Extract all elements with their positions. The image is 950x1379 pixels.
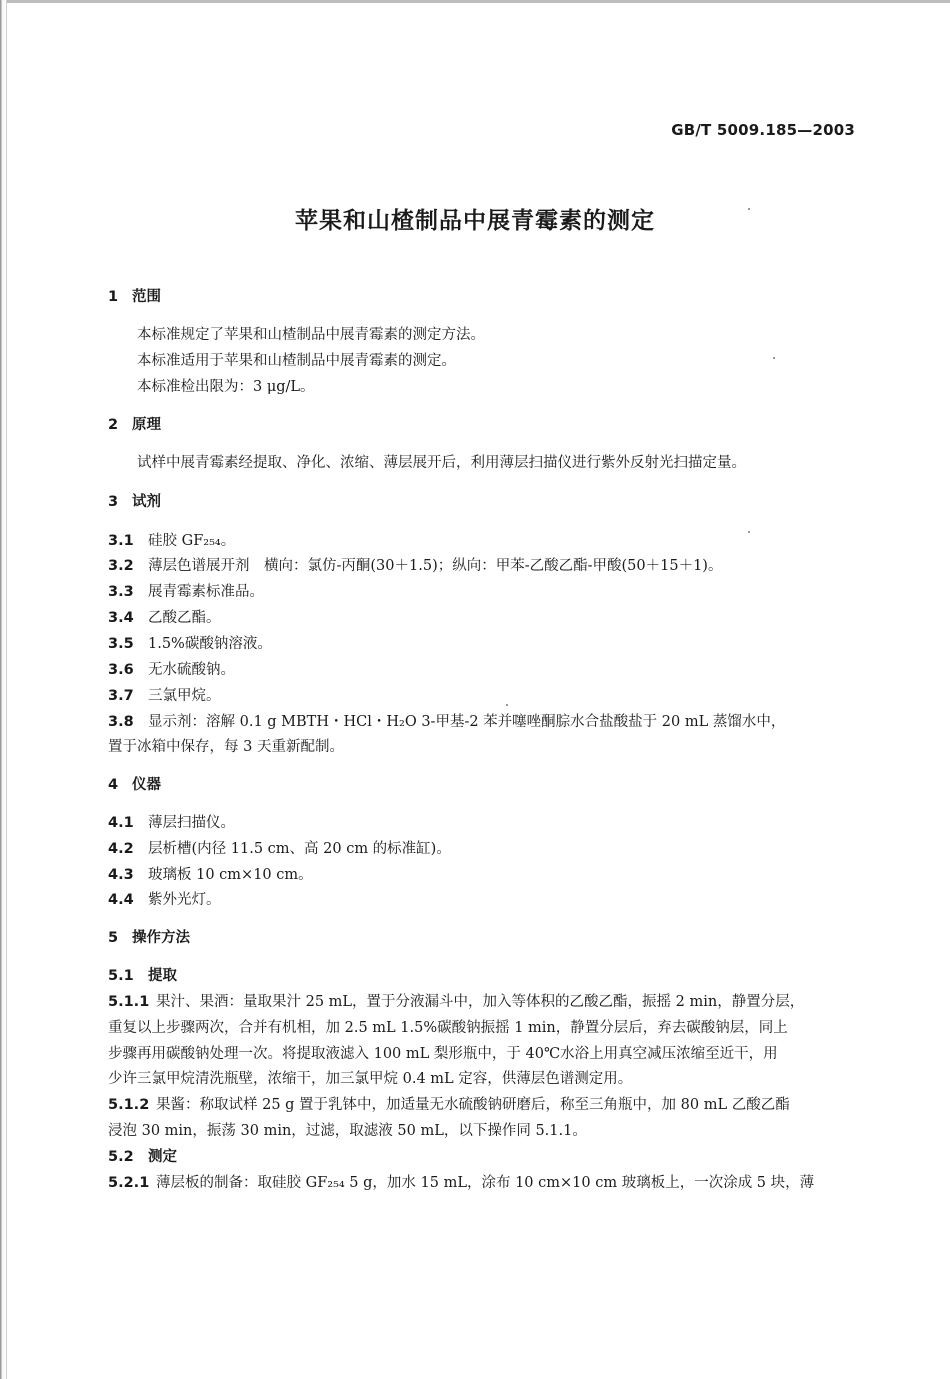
clause-text: 果酱：称取试样 25 g 置于乳钵中，加适量无水硫酸钠研磨后，称至三角瓶中，加 80 mL 乙酸乙酯 [156, 1097, 790, 1113]
reagent-item [108, 608, 221, 628]
clause-text: 玻璃板 10 cm×10 cm。 [148, 867, 313, 883]
section-heading-principle [108, 415, 161, 435]
section-title: 试剂 [132, 494, 161, 510]
clause-text: 层析槽(内径 11.5 cm、高 20 cm 的标准缸)。 [148, 841, 451, 857]
clause-text: 紫外光灯。 [148, 892, 221, 908]
subsection-title: 测定 [148, 1149, 177, 1165]
apparatus-item [108, 839, 451, 859]
clause-number: 3.5 [108, 636, 134, 652]
clause-number: 4.1 [108, 815, 134, 831]
section-number: 5 [108, 930, 119, 946]
clause-5-1-2-line-2: 浸泡 30 min，振荡 30 min，过滤，取滤液 50 mL，以下操作同 5.1.1。 [108, 1123, 587, 1139]
section-heading-scope [108, 287, 161, 307]
clause-text: 无水硫酸钠。 [148, 662, 235, 678]
section-heading-procedure [108, 928, 190, 948]
clause-number: 5.2.1 [108, 1175, 150, 1191]
clause-text: 薄层板的制备：取硅胶 GF₂₅₄ 5 g，加水 15 mL，涂布 10 cm×10 cm 玻璃板上，一次涂成 5 块，薄 [156, 1175, 815, 1191]
clause-5-1-1-line-4: 少许三氯甲烷清洗瓶壁，浓缩干，加三氯甲烷 0.4 mL 定容，供薄层色谱测定用。 [108, 1071, 633, 1087]
scan-speck [506, 704, 508, 706]
clause-5-1-1-line-1 [108, 992, 804, 1012]
standard-code: GB/T 5009.185—2003 [671, 121, 855, 139]
clause-number: 5.2 [108, 1149, 134, 1165]
scan-speck [748, 208, 750, 210]
clause-5-1-1-line-3: 步骤再用碳酸钠处理一次。将提取液滤入 100 mL 梨形瓶中，于 40℃水浴上用真空减压浓缩至近干，用 [108, 1046, 778, 1062]
section-heading-apparatus [108, 775, 161, 795]
clause-number: 3.7 [108, 688, 134, 704]
subsection-heading-extraction [108, 966, 177, 986]
clause-number: 5.1.2 [108, 1097, 150, 1113]
clause-5-2-1-line-1 [108, 1173, 814, 1193]
clause-text: 显示剂：溶解 0.1 g MBTH・HCl・H₂O 3-甲基-2 苯并噻唑酮腙水合盐酸盐于 20 mL 蒸馏水中， [148, 714, 786, 730]
reagent-item [108, 660, 235, 680]
section-number: 3 [108, 494, 119, 510]
clause-number: 3.8 [108, 714, 134, 730]
scope-paragraph-1: 本标准规定了苹果和山楂制品中展青霉素的测定方法。 [137, 327, 485, 343]
reagent-item [108, 582, 264, 602]
reagent-item [108, 634, 272, 654]
clause-5-1-2-line-1 [108, 1095, 790, 1115]
scan-speck [773, 357, 775, 359]
reagent-item [108, 531, 235, 551]
clause-text: 乙酸乙酯。 [148, 610, 221, 626]
page-title: 苹果和山楂制品中展青霉素的测定 [295, 208, 655, 234]
clause-number: 4.4 [108, 892, 134, 908]
subsection-heading-determination [108, 1147, 177, 1167]
clause-number: 4.2 [108, 841, 134, 857]
section-title: 原理 [132, 417, 161, 433]
scope-paragraph-3: 本标准检出限为：3 μg/L。 [137, 379, 315, 395]
section-number: 2 [108, 417, 119, 433]
clause-text: 硅胶 GF₂₅₄。 [148, 533, 236, 549]
clause-number: 3.1 [108, 533, 134, 549]
clause-text: 薄层扫描仪。 [148, 815, 235, 831]
clause-number: 3.3 [108, 584, 134, 600]
reagent-item [108, 556, 722, 576]
clause-text: 薄层色谱展开剂 横向：氯仿-丙酮(30＋1.5)；纵向：甲苯-乙酸乙酯-甲酸(50＋15＋1)。 [148, 558, 723, 574]
subsection-title: 提取 [148, 968, 177, 984]
clause-text: 果汁、果酒：量取果汁 25 mL，置于分液漏斗中，加入等体积的乙酸乙酯，振摇 2 min，静置分层， [156, 994, 805, 1010]
section-title: 操作方法 [132, 930, 190, 946]
reagent-item-continuation: 置于冰箱中保存，每 3 天重新配制。 [108, 739, 344, 755]
clause-number: 5.1.1 [108, 994, 150, 1010]
clause-text: 展青霉素标准品。 [148, 584, 264, 600]
clause-5-1-1-line-2: 重复以上步骤两次，合并有机相，加 2.5 mL 1.5%碳酸钠振摇 1 min，静置分层后，弃去碳酸钠层，同上 [108, 1020, 788, 1036]
scan-top-edge [0, 0, 950, 3]
section-title: 范围 [132, 289, 161, 305]
section-title: 仪器 [132, 777, 161, 793]
principle-paragraph: 试样中展青霉素经提取、净化、浓缩、薄层展开后，利用薄层扫描仪进行紫外反射光扫描定量。 [137, 455, 746, 471]
section-number: 1 [108, 289, 119, 305]
reagent-item [108, 686, 221, 706]
reagent-item [108, 712, 785, 732]
clause-number: 3.4 [108, 610, 134, 626]
scope-paragraph-2: 本标准适用于苹果和山楂制品中展青霉素的测定。 [137, 353, 456, 369]
clause-number: 5.1 [108, 968, 134, 984]
clause-number: 3.2 [108, 558, 134, 574]
apparatus-item [108, 865, 313, 885]
clause-number: 3.6 [108, 662, 134, 678]
scan-speck [748, 531, 750, 533]
clause-text: 1.5%碳酸钠溶液。 [148, 636, 272, 652]
apparatus-item [108, 813, 235, 833]
section-heading-reagents [108, 492, 161, 512]
section-number: 4 [108, 777, 119, 793]
apparatus-item [108, 890, 221, 910]
clause-text: 三氯甲烷。 [148, 688, 221, 704]
clause-number: 4.3 [108, 867, 134, 883]
